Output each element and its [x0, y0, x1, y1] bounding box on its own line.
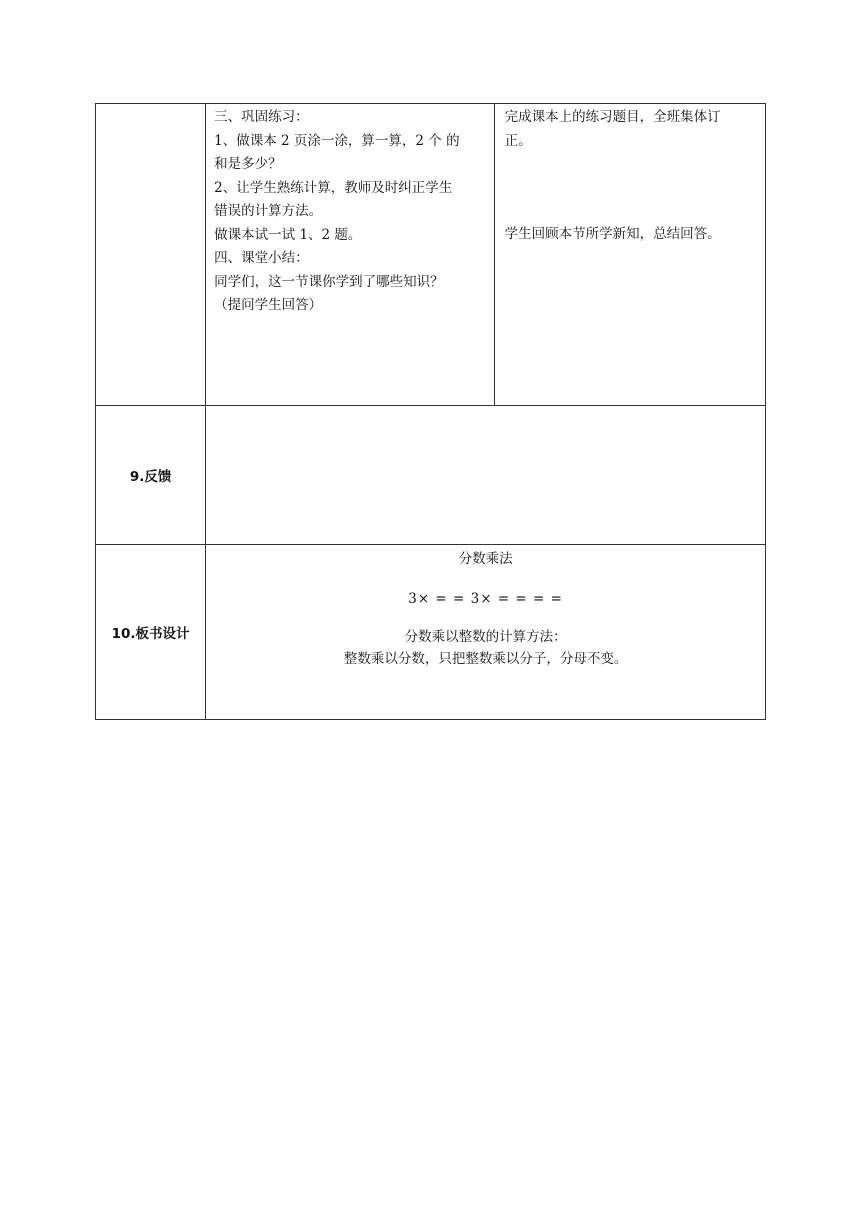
teacher-line: 三、巩固练习： — [214, 109, 309, 125]
teacher-line: 2、让学生熟练计算，教师及时纠正学生 — [214, 179, 453, 196]
feedback-content-cell — [206, 406, 766, 545]
teacher-line: 同学们，这一节课你学到了哪些知识？ — [214, 273, 444, 290]
teacher-line: （提问学生回答） — [214, 297, 323, 313]
feedback-row — [96, 406, 766, 545]
spacer — [505, 153, 757, 223]
board-formula: 3× = = 3× = = = = — [408, 591, 563, 607]
feedback-label: 9.反馈 — [129, 469, 172, 485]
teacher-activity-cell — [206, 104, 494, 406]
teacher-line: 错误的计算方法。 — [214, 203, 323, 219]
board-label-cell — [96, 545, 206, 720]
board-content-cell — [206, 545, 766, 720]
teacher-line: 四、课堂小结： — [214, 250, 309, 266]
board-method-title: 分数乘以整数的计算方法： — [404, 629, 567, 645]
lesson-plan-table — [95, 103, 766, 720]
teacher-line: 做课本试一试 1、2 题。 — [214, 226, 362, 243]
practice-label-cell — [96, 104, 206, 406]
feedback-label-cell — [96, 406, 206, 545]
board-design-row — [96, 545, 766, 720]
student-line: 完成课本上的练习题目，全班集体订 — [504, 109, 721, 125]
teacher-line: 1、做课本 2 页涂一涂，算一算，2 个 的 — [214, 132, 460, 149]
practice-row — [96, 104, 766, 406]
board-label: 10.板书设计 — [111, 626, 190, 642]
teacher-line: 和是多少？ — [214, 156, 282, 172]
student-line: 正。 — [504, 132, 532, 149]
student-activity-cell — [494, 104, 765, 406]
student-line: 学生回顾本节所学新知，总结回答。 — [504, 226, 721, 242]
board-title: 分数乘法 — [458, 551, 513, 567]
board-method-rule: 整数乘以分数，只把整数乘以分子，分母不变。 — [343, 651, 628, 667]
